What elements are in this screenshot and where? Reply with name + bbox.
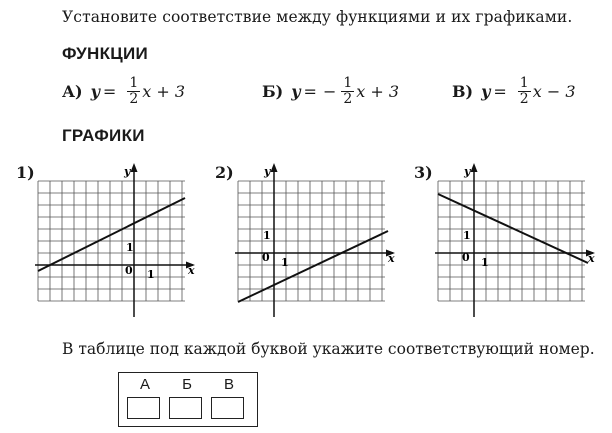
function-tail: x − 3	[532, 82, 576, 101]
answer-letter-b: Б	[182, 376, 192, 393]
graph-1	[35, 157, 200, 317]
function-c	[452, 76, 576, 107]
origin-label: 0	[462, 251, 470, 264]
function-label: А)	[62, 82, 83, 101]
function-y: y	[90, 82, 100, 101]
y-axis-arrow	[471, 163, 478, 172]
fraction	[518, 76, 531, 107]
fraction-denominator: 2	[519, 91, 529, 107]
function-label: В)	[452, 82, 474, 101]
x-tick-label: 1	[281, 256, 289, 269]
origin-label: 0	[125, 264, 133, 277]
functions-heading: ФУНКЦИИ	[62, 44, 149, 63]
graphs-heading: ГРАФИКИ	[62, 126, 145, 145]
instruction-text: В таблице под каждой буквой укажите соответствующий номер.	[62, 340, 595, 358]
function-tail: x + 3	[142, 82, 186, 101]
grid	[238, 181, 385, 301]
y-tick-label: 1	[463, 229, 471, 242]
graph-2	[235, 157, 400, 317]
function-a	[62, 76, 185, 107]
graph-3	[435, 157, 600, 317]
y-axis-arrow	[131, 163, 138, 172]
function-eq: =	[102, 82, 117, 101]
fraction-numerator: 1	[343, 75, 353, 91]
graph-label-3: 3)	[414, 163, 433, 182]
origin-label: 0	[262, 251, 270, 264]
answer-table	[118, 372, 258, 427]
answer-letter-c: В	[223, 376, 234, 393]
fraction-denominator: 2	[343, 91, 353, 107]
y-axis-label: y	[464, 165, 471, 178]
answer-cell-b[interactable]	[169, 397, 202, 419]
y-tick-label: 1	[126, 241, 134, 254]
function-b	[262, 76, 399, 107]
y-axis-label: y	[264, 165, 271, 178]
grid	[438, 181, 585, 301]
grid	[38, 181, 185, 301]
fraction	[341, 76, 354, 107]
fraction	[127, 76, 140, 107]
x-axis-label: x	[188, 264, 195, 277]
fraction-numerator: 1	[129, 75, 139, 91]
y-axis-label: y	[124, 165, 131, 178]
function-y: y	[481, 82, 491, 101]
graph-label-1: 1)	[16, 163, 35, 182]
answer-cell-c[interactable]	[211, 397, 244, 419]
function-line	[238, 231, 388, 302]
answer-letter-a: А	[139, 376, 150, 393]
function-line	[38, 198, 185, 271]
y-axis-arrow	[271, 163, 278, 172]
y-tick-label: 1	[263, 229, 271, 242]
x-axis-label: x	[388, 252, 395, 265]
function-y: y	[291, 82, 301, 101]
function-eq: =	[493, 82, 507, 101]
function-sign: −	[322, 82, 337, 101]
answer-cell-a[interactable]	[127, 397, 160, 419]
function-tail: x + 3	[356, 82, 400, 101]
fraction-denominator: 2	[129, 91, 139, 107]
task-statement: Установите соответствие между функциями и их графиками.	[62, 8, 573, 26]
x-tick-label: 1	[147, 268, 155, 281]
x-axis-label: x	[588, 252, 595, 265]
x-tick-label: 1	[481, 256, 489, 269]
function-label: Б)	[262, 82, 284, 101]
graph-label-2: 2)	[215, 163, 234, 182]
function-eq: =	[303, 82, 317, 101]
fraction-numerator: 1	[519, 75, 529, 91]
